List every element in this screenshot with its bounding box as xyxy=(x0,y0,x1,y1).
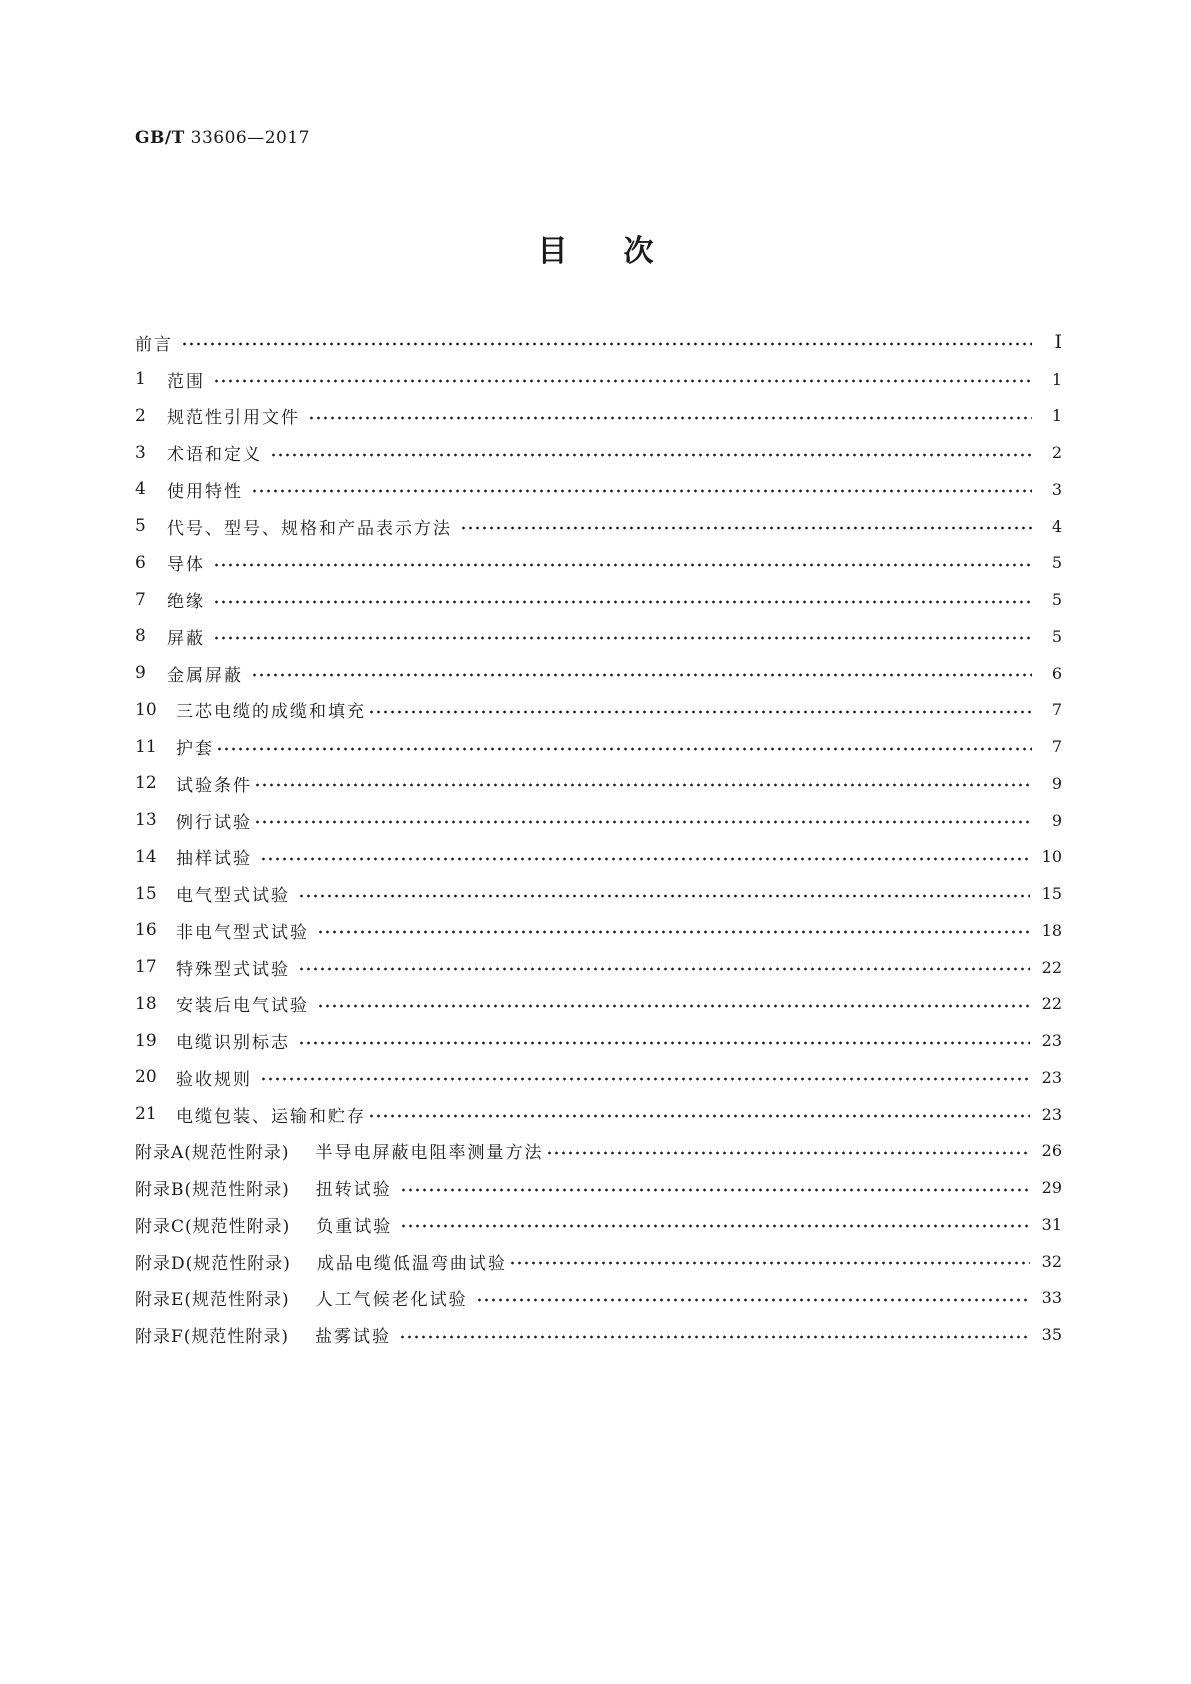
toc-entry-number: 12 xyxy=(135,773,157,794)
appendix-prefix: 附录E(规范性附录) xyxy=(135,1290,290,1311)
dot-leader xyxy=(298,967,1030,971)
toc-entry-label: 安装后电气试验 xyxy=(176,996,309,1017)
toc-entry-label: 电缆包装、运输和贮存 xyxy=(176,1106,366,1127)
toc-entry[interactable] xyxy=(135,1022,1062,1059)
dot-leader xyxy=(509,1261,1030,1265)
appendix-title: 负重试验 xyxy=(316,1216,393,1237)
toc-entry[interactable] xyxy=(135,434,1062,471)
appendix-page: 29 xyxy=(1041,1178,1062,1198)
dot-leader xyxy=(400,1188,1030,1192)
toc-entry-page: 7 xyxy=(1051,737,1062,757)
dot-leader xyxy=(317,930,1030,934)
toc-entry-page: 6 xyxy=(1051,663,1062,683)
dot-leader xyxy=(317,1004,1030,1008)
toc-entry-page: 23 xyxy=(1041,1031,1062,1051)
dot-leader xyxy=(368,1114,1030,1118)
dot-leader xyxy=(270,453,1032,457)
toc-entry[interactable] xyxy=(135,655,1062,692)
toc-entry[interactable] xyxy=(135,765,1062,802)
toc-appendix-entry[interactable] xyxy=(135,1243,1062,1280)
toc-entry-label: 金属屏蔽 xyxy=(167,665,243,686)
toc-entry-label: 三芯电缆的成缆和填充 xyxy=(176,702,366,723)
toc-entry-label: 电气型式试验 xyxy=(176,886,290,907)
toc-entry-page: 4 xyxy=(1051,516,1062,536)
appendix-page: 31 xyxy=(1041,1214,1062,1234)
toc-entry-label: 前言 xyxy=(135,334,173,355)
toc-entry-foreword[interactable] xyxy=(135,324,1062,361)
toc-entry-number: 4 xyxy=(135,479,146,500)
dot-leader xyxy=(546,1151,1030,1155)
appendix-page: 26 xyxy=(1041,1141,1062,1161)
toc-entry-number: 15 xyxy=(135,883,157,904)
toc-entry-label: 电缆识别标志 xyxy=(176,1033,290,1054)
toc-entry-page: 23 xyxy=(1041,1067,1062,1087)
appendix-page: 35 xyxy=(1041,1325,1062,1345)
toc-entry-number: 19 xyxy=(135,1030,157,1051)
toc-entry-number: 7 xyxy=(135,589,146,610)
table-of-contents xyxy=(135,324,1062,1353)
toc-entry-page: 3 xyxy=(1051,479,1062,499)
toc-appendix-entry[interactable] xyxy=(135,1133,1062,1170)
toc-entry-number: 11 xyxy=(135,736,157,757)
toc-entry-number: 9 xyxy=(135,663,146,684)
standard-code-prefix: GB/T xyxy=(135,128,185,148)
toc-appendix-entry[interactable] xyxy=(135,1169,1062,1206)
toc-entry-label: 范围 xyxy=(167,371,205,392)
toc-entry[interactable] xyxy=(135,986,1062,1023)
toc-entry[interactable] xyxy=(135,398,1062,435)
toc-entry-label: 非电气型式试验 xyxy=(176,922,309,943)
appendix-title: 扭转试验 xyxy=(315,1180,392,1201)
toc-entry-number: 21 xyxy=(135,1104,157,1125)
toc-entry-number: 13 xyxy=(135,810,157,831)
dot-leader xyxy=(399,1335,1030,1339)
appendix-title: 半导电屏蔽电阻率测量方法 xyxy=(315,1143,544,1164)
dot-leader xyxy=(260,857,1030,861)
standard-code-number: 33606—2017 xyxy=(190,128,310,148)
dot-leader xyxy=(213,379,1032,383)
toc-entry[interactable] xyxy=(135,692,1062,729)
toc-entry-label: 使用特性 xyxy=(167,481,243,502)
toc-entry-number: 17 xyxy=(135,957,157,978)
toc-entry-page: 1 xyxy=(1051,406,1062,426)
dot-leader xyxy=(298,894,1030,898)
toc-entry-label: 绝缘 xyxy=(167,592,205,613)
toc-entry-number: 5 xyxy=(135,516,146,537)
toc-entry-number: 16 xyxy=(135,920,157,941)
dot-leader xyxy=(254,783,1032,787)
toc-entry-page: 22 xyxy=(1041,994,1062,1014)
toc-entry-label: 代号、型号、规格和产品表示方法 xyxy=(167,518,452,539)
dot-leader xyxy=(251,673,1032,677)
toc-entry-number: 18 xyxy=(135,993,157,1014)
toc-entry-page: 5 xyxy=(1051,553,1062,573)
toc-entry-number: 10 xyxy=(135,699,157,720)
toc-entry-page: 5 xyxy=(1051,626,1062,646)
dot-leader xyxy=(181,342,1032,346)
dot-leader xyxy=(213,600,1032,604)
toc-entry[interactable] xyxy=(135,545,1062,582)
toc-entry[interactable] xyxy=(135,1096,1062,1133)
toc-entry-number: 3 xyxy=(135,442,146,463)
toc-entry-label: 护套 xyxy=(176,739,214,760)
toc-entry-label: 规范性引用文件 xyxy=(167,408,300,429)
appendix-prefix: 附录D(规范性附录) xyxy=(135,1253,291,1274)
toc-entry-page: 9 xyxy=(1051,810,1062,830)
dot-leader xyxy=(213,563,1032,567)
appendix-prefix: 附录F(规范性附录) xyxy=(135,1327,290,1348)
dot-leader xyxy=(213,636,1032,640)
appendix-page: 33 xyxy=(1041,1288,1062,1308)
appendix-prefix: 附录B(规范性附录) xyxy=(135,1180,290,1201)
dot-leader xyxy=(251,489,1032,493)
appendix-prefix: 附录C(规范性附录) xyxy=(135,1216,291,1237)
toc-entry-label: 导体 xyxy=(167,555,205,576)
toc-entry-page: 9 xyxy=(1051,773,1062,793)
dot-leader xyxy=(298,1041,1030,1045)
toc-entry-page: 5 xyxy=(1051,590,1062,610)
toc-entry-number: 8 xyxy=(135,626,146,647)
toc-entry-page: 22 xyxy=(1041,957,1062,977)
dot-leader xyxy=(368,710,1032,714)
toc-entry-number: 1 xyxy=(135,369,146,390)
dot-leader xyxy=(254,820,1032,824)
toc-appendix-entry[interactable] xyxy=(135,1316,1062,1353)
toc-entry-page: 15 xyxy=(1041,884,1062,904)
appendix-title: 成品电缆低温弯曲试验 xyxy=(316,1253,507,1274)
toc-entry-label: 术语和定义 xyxy=(167,445,262,466)
toc-entry-page: 2 xyxy=(1051,443,1062,463)
toc-entry-number: 14 xyxy=(135,846,157,867)
toc-entry[interactable] xyxy=(135,728,1062,765)
toc-entry-page: 18 xyxy=(1041,920,1062,940)
toc-entry[interactable] xyxy=(135,471,1062,508)
toc-entry-label: 特殊型式试验 xyxy=(176,959,290,980)
toc-entry[interactable] xyxy=(135,361,1062,398)
page-title: 目次 xyxy=(537,234,710,269)
toc-entry-label: 屏蔽 xyxy=(167,628,205,649)
toc-entry-page: 7 xyxy=(1051,700,1062,720)
toc-entry[interactable] xyxy=(135,618,1062,655)
toc-entry-label: 试验条件 xyxy=(176,775,252,796)
toc-entry-page: 23 xyxy=(1041,1104,1062,1124)
toc-entry-page: 1 xyxy=(1051,369,1062,389)
toc-entry[interactable] xyxy=(135,875,1062,912)
dot-leader xyxy=(260,1077,1030,1081)
appendix-title: 人工气候老化试验 xyxy=(315,1290,468,1311)
toc-entry-page: 10 xyxy=(1041,847,1062,867)
toc-entry[interactable] xyxy=(135,581,1062,618)
toc-entry-label: 例行试验 xyxy=(176,812,252,833)
appendix-page: 32 xyxy=(1041,1251,1062,1271)
toc-entry[interactable] xyxy=(135,912,1062,949)
dot-leader xyxy=(400,1224,1029,1228)
appendix-prefix: 附录A(规范性附录) xyxy=(135,1143,290,1164)
toc-entry[interactable] xyxy=(135,839,1062,876)
dot-leader xyxy=(476,1298,1030,1302)
toc-entry-number: 2 xyxy=(135,405,146,426)
toc-entry[interactable] xyxy=(135,1059,1062,1096)
toc-entry-label: 抽样试验 xyxy=(176,849,252,870)
toc-entry[interactable] xyxy=(135,949,1062,986)
toc-entry-number: 20 xyxy=(135,1067,157,1088)
dot-leader xyxy=(308,416,1032,420)
dot-leader xyxy=(460,526,1032,530)
toc-entry-page: Ⅰ xyxy=(1054,331,1062,354)
dot-leader xyxy=(216,747,1032,751)
standard-code xyxy=(135,128,310,148)
toc-entry[interactable] xyxy=(135,508,1062,545)
toc-appendix-entry[interactable] xyxy=(135,1280,1062,1317)
toc-appendix-entry[interactable] xyxy=(135,1206,1062,1243)
toc-entry[interactable] xyxy=(135,802,1062,839)
toc-entry-label: 验收规则 xyxy=(176,1069,252,1090)
appendix-title: 盐雾试验 xyxy=(315,1327,392,1348)
toc-entry-number: 6 xyxy=(135,552,146,573)
